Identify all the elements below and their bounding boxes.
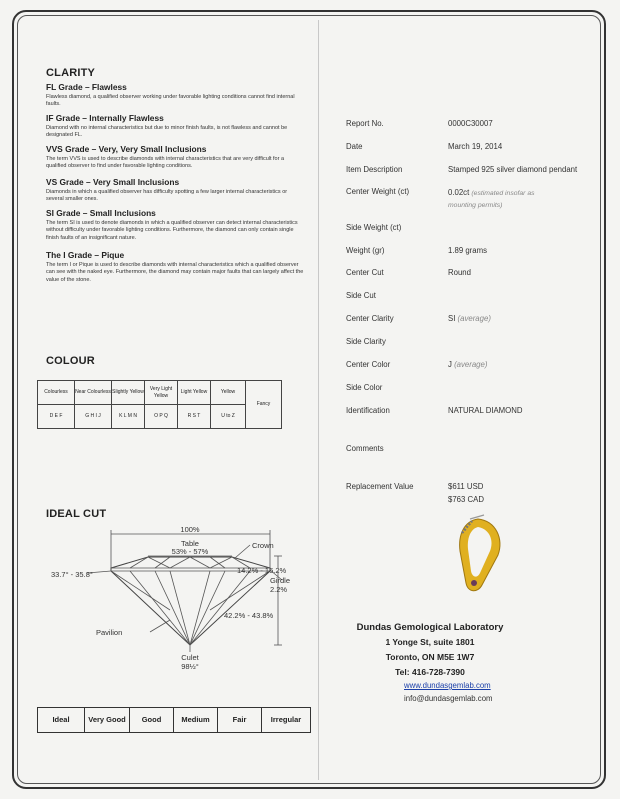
weight-label: Weight (gr)	[346, 246, 385, 255]
grade-title: The I Grade – Pique	[46, 250, 125, 260]
lab-tel: Tel: 416-728-7390	[395, 667, 465, 677]
cut-grade-cell: Good	[130, 708, 174, 733]
clarity-grade-vs	[46, 177, 304, 204]
colour-range-cell: O P Q	[145, 405, 178, 429]
colour-cell: Near Colourless	[75, 381, 112, 405]
item-description-value: Stamped 925 silver diamond pendant	[448, 165, 578, 174]
culet-pct-label: 98½°	[181, 662, 199, 670]
colour-range-cell: D E F	[38, 405, 75, 429]
pavilion-depth-label: 42.2% - 43.8%	[224, 611, 274, 620]
pavilion-label: Pavilion	[96, 628, 123, 637]
item-description-label: Item Description	[346, 165, 403, 174]
replacement-value-usd: $611 USD	[448, 482, 484, 491]
colour-ranges-row	[38, 405, 282, 429]
clarity-grade-i	[46, 250, 304, 284]
width-label: 100%	[180, 525, 200, 534]
grade-desc: The term VVS is used to describe diamonds with internal characteristics that are very difficult for a qualified observer to find under favorable lighting conditions.	[46, 156, 285, 170]
colour-cell: Very Light Yellow	[145, 381, 178, 405]
date-value: March 19, 2014	[448, 142, 503, 151]
center-clarity-note: (average)	[457, 314, 491, 323]
colour-cell: Yellow	[211, 381, 246, 405]
column-divider	[318, 20, 319, 780]
grade-title: SI Grade – Small Inclusions	[46, 208, 156, 218]
grade-title: FL Grade – Flawless	[46, 82, 127, 92]
colour-title: COLOUR	[46, 355, 95, 367]
clarity-grade-if	[46, 113, 304, 140]
replacement-value-label: Replacement Value	[346, 482, 414, 491]
ideal-cut-title: IDEAL CUT	[46, 508, 107, 520]
lab-name: Dundas Gemological Laboratory	[356, 622, 504, 633]
lab-website-link[interactable]: www.dundasgemlab.com	[404, 681, 491, 690]
culet-label: Culet	[181, 653, 199, 662]
colour-cell: Colourless	[38, 381, 75, 405]
weight-value: 1.89 grams	[448, 246, 488, 255]
girdle-pct-label: 2.2%	[270, 585, 288, 594]
identification-value: NATURAL DIAMOND	[448, 406, 523, 415]
center-color-grade: J	[448, 360, 452, 369]
center-clarity-grade: SI	[448, 314, 456, 323]
crown-label: Crown	[252, 541, 274, 550]
lab-address-1: 1 Yonge St, suite 1801	[385, 637, 475, 647]
grade-desc: The term SI is used to denote diamonds in which a qualified observer can detect internal characteristics without difficulty under favorable lighting conditions. Furthermore, the diamond can only contain single finish faults of an insignificant nature.	[46, 220, 298, 241]
diamond-proportions-diagram	[30, 520, 310, 670]
clarity-grade-si	[46, 208, 304, 242]
crown-height-label: 14.2% - 16.2%	[237, 566, 287, 575]
grade-desc: Flawless diamond, a qualified observer working under favorable lighting conditions cannot find internal faults.	[46, 94, 295, 108]
girdle-label: Girdle	[270, 576, 291, 585]
center-clarity-value	[448, 314, 491, 323]
center-color-value	[448, 360, 487, 369]
cut-grade-cell: Fair	[218, 708, 262, 733]
center-cut-label: Center Cut	[346, 268, 384, 277]
table-label: Table	[181, 539, 199, 548]
center-color-note: (average)	[454, 360, 488, 369]
center-clarity-label: Center Clarity	[346, 314, 394, 323]
report-no-value: 0000C30007	[448, 119, 493, 128]
identification-label: Identification	[346, 406, 390, 415]
colour-cell: Fancy	[246, 381, 282, 429]
center-weight-note: (estimated insofar as mounting permits)	[448, 190, 535, 209]
crown-angle-label: 33.7° - 35.8°	[51, 570, 93, 579]
table-range-label: 53% - 57%	[171, 547, 209, 556]
colour-scale-table	[37, 380, 282, 429]
report-no-label: Report No.	[346, 119, 384, 128]
grade-desc: Diamond with no internal characteristics but due to minor finish faults, is not flawless and cannot be designated FL.	[46, 125, 288, 139]
grade-title: VS Grade – Very Small Inclusions	[46, 177, 180, 187]
center-weight-amount: 0.02ct	[448, 188, 470, 197]
center-weight-label: Center Weight (ct)	[346, 187, 410, 196]
grade-desc: The term I or Pique is used to describe diamonds with internal characteristics which a qualified observer can see with the naked eye. Furthermore, the diamond may contain major faults that can largely affect the value of the stone.	[46, 262, 304, 283]
lab-email[interactable]: info@dundasgemlab.com	[404, 694, 493, 703]
date-label: Date	[346, 142, 363, 151]
grade-title: IF Grade – Internally Flawless	[46, 113, 164, 123]
comments-label: Comments	[346, 444, 384, 453]
cut-grade-cell: Very Good	[85, 708, 130, 733]
lab-address-2: Toronto, ON M5E 1W7	[385, 652, 475, 662]
cut-grade-cell: Medium	[174, 708, 218, 733]
center-weight-value	[448, 187, 560, 211]
clarity-title: CLARITY	[46, 67, 96, 79]
colour-range-cell: G H I J	[75, 405, 112, 429]
grade-title: VVS Grade – Very, Very Small Inclusions	[46, 144, 207, 154]
colour-range-cell: K L M N	[112, 405, 145, 429]
colour-cell: Slightly Yellow	[112, 381, 145, 405]
colour-cell: Light Yellow	[178, 381, 211, 405]
replacement-value-cad: $763 CAD	[448, 495, 484, 504]
pendant-photo	[438, 513, 510, 603]
center-color-label: Center Color	[346, 360, 391, 369]
cut-grade-table	[37, 707, 311, 733]
side-clarity-label: Side Clarity	[346, 337, 386, 346]
cut-grade-cell: Irregular	[262, 708, 311, 733]
clarity-grade-fl	[46, 82, 304, 109]
clarity-grade-vvs	[46, 144, 304, 171]
side-color-label: Side Color	[346, 383, 383, 392]
grade-desc: Diamonds in which a qualified observer has difficulty spotting a few larger internal characteristics or several smaller ones.	[46, 189, 288, 203]
cut-grade-cell: Ideal	[38, 708, 85, 733]
center-cut-value: Round	[448, 268, 471, 277]
side-weight-label: Side Weight (ct)	[346, 223, 402, 232]
colour-range-cell: U to Z	[211, 405, 246, 429]
colour-range-cell: R S T	[178, 405, 211, 429]
side-cut-label: Side Cut	[346, 291, 376, 300]
colour-names-row	[38, 381, 282, 405]
